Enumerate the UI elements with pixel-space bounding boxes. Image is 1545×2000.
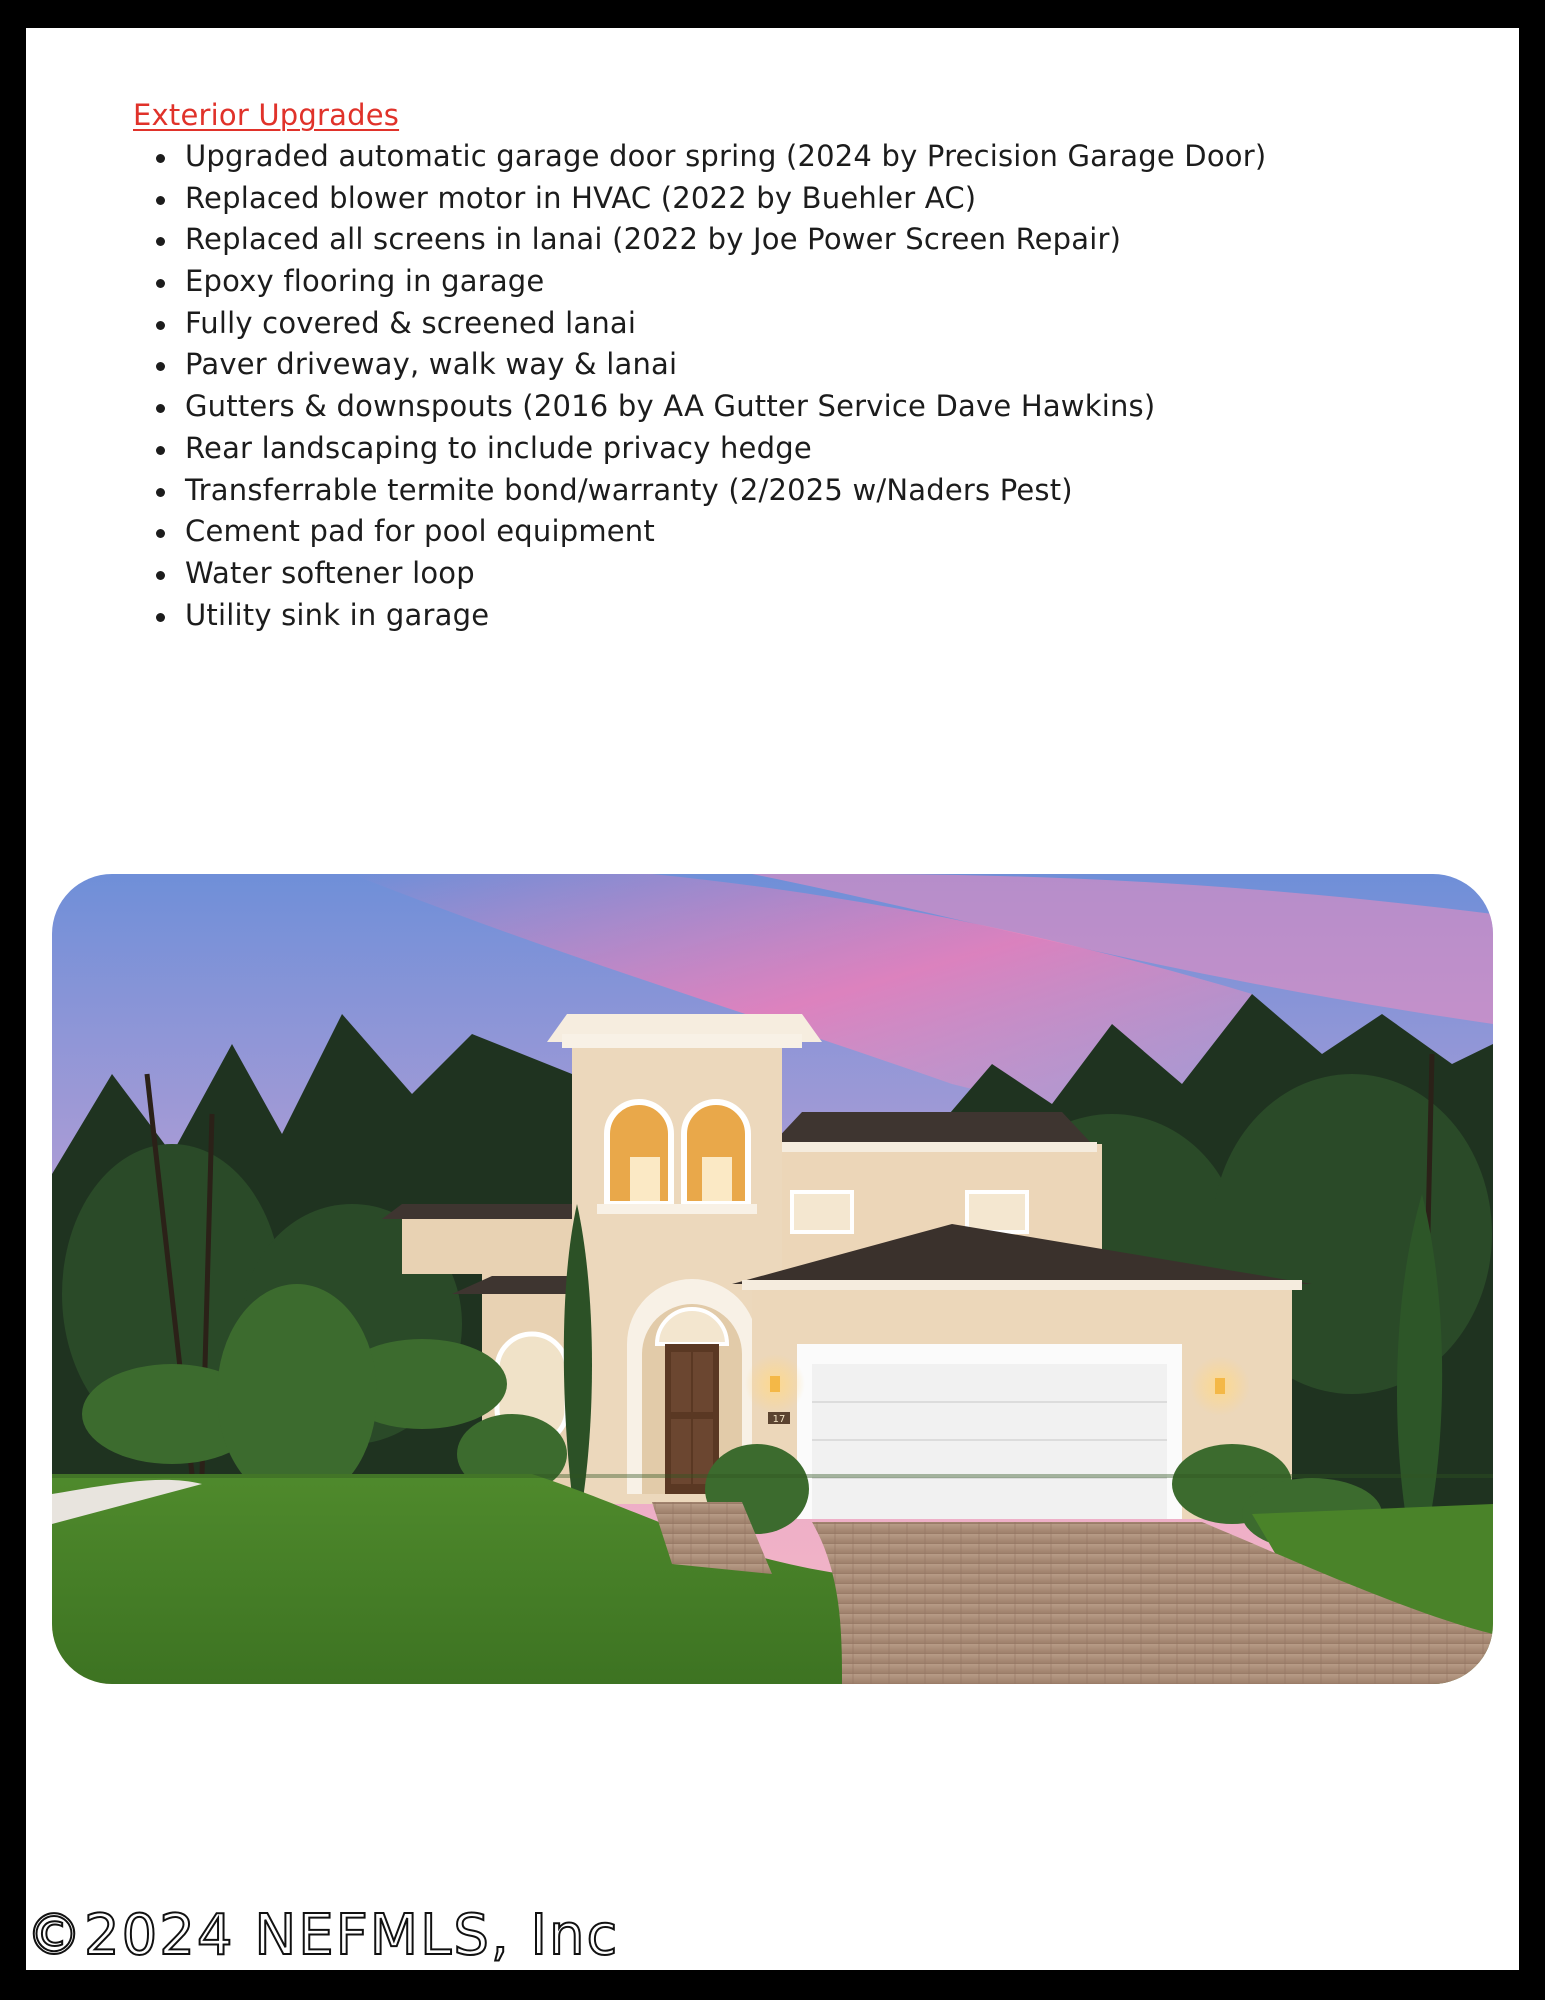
upgrades-list	[146, 136, 1266, 636]
list-item: Water softener loop	[185, 553, 1266, 595]
list-item: Gutters & downspouts (2016 by AA Gutter Service Dave Hawkins)	[185, 386, 1266, 428]
list-item: Replaced all screens in lanai (2022 by Joe Power Screen Repair)	[185, 219, 1266, 261]
list-item: Paver driveway, walk way & lanai	[185, 344, 1266, 386]
list-item: Replaced blower motor in HVAC (2022 by Buehler AC)	[185, 178, 1266, 220]
list-item: Rear landscaping to include privacy hedge	[185, 428, 1266, 470]
section-title: Exterior Upgrades	[133, 98, 400, 132]
list-item: Transferrable termite bond/warranty (2/2025 w/Naders Pest)	[185, 470, 1266, 512]
list-item: Utility sink in garage	[185, 595, 1266, 637]
list-item: Fully covered & screened lanai	[185, 303, 1266, 345]
list-item: Epoxy flooring in garage	[185, 261, 1266, 303]
page	[26, 28, 1519, 1970]
list-item: Upgraded automatic garage door spring (2024 by Precision Garage Door)	[185, 136, 1266, 178]
copyright-watermark: ©2024 NEFMLS, Inc	[26, 1903, 620, 1968]
list-item: Cement pad for pool equipment	[185, 511, 1266, 553]
house-photo	[52, 874, 1493, 1684]
house-number: 17	[772, 1414, 786, 1425]
